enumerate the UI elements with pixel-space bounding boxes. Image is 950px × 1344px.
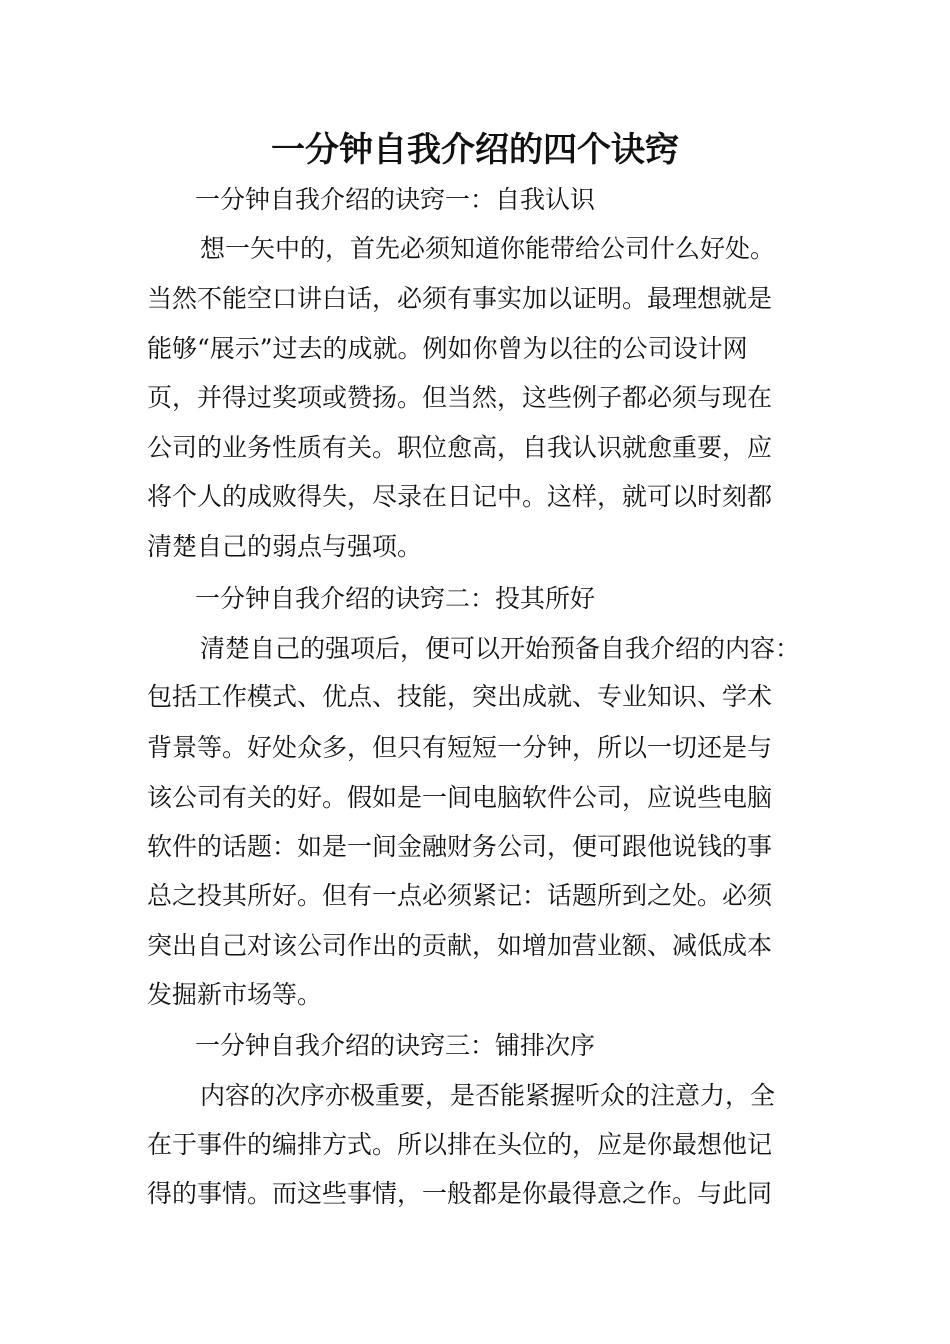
- paragraph-line: 发掘新市场等。: [147, 980, 323, 1009]
- paragraph-line: 该公司有关的好。假如是一间电脑软件公司，应说些电脑: [147, 783, 773, 812]
- paragraph-line: 背景等。好处众多，但只有短短一分钟，所以一切还是与: [147, 733, 773, 762]
- section-heading-3: 一分钟自我介绍的诀窍三：铺排次序: [195, 1031, 596, 1060]
- paragraph-line: 清楚自己的强项后，便可以开始预备自我介绍的内容：: [200, 634, 801, 663]
- paragraph-line: 将个人的成败得失，尽录在日记中。这样，就可以时刻都: [147, 482, 773, 511]
- paragraph-line: 公司的业务性质有关。职位愈高，自我认识就愈重要，应: [147, 433, 773, 462]
- paragraph-line: 页，并得过奖项或赞扬。但当然，这些例子都必须与现在: [147, 383, 773, 412]
- section-heading-1: 一分钟自我介绍的诀窍一：自我认识: [195, 185, 596, 214]
- section-heading-2: 一分钟自我介绍的诀窍二：投其所好: [195, 584, 596, 613]
- paragraph-line: 想一矢中的，首先必须知道你能带给公司什么好处。: [200, 234, 776, 263]
- document-title: 一分钟自我介绍的四个诀窍: [271, 130, 679, 170]
- paragraph-line: 突出自己对该公司作出的贡献，如增加营业额、减低成本: [147, 931, 773, 960]
- paragraph-line: 清楚自己的弱点与强项。: [147, 532, 423, 561]
- paragraph-line: 内容的次序亦极重要，是否能紧握听众的注意力，全: [200, 1081, 776, 1110]
- paragraph-line: 总之投其所好。但有一点必须紧记：话题所到之处。必须: [147, 881, 773, 910]
- paragraph-line: 得的事情。而这些事情，一般都是你最得意之作。与此同: [147, 1179, 773, 1208]
- paragraph-line: 软件的话题：如是一间金融财务公司，便可跟他说钱的事: [147, 832, 773, 861]
- paragraph-line: 在于事件的编排方式。所以排在头位的，应是你最想他记: [147, 1130, 773, 1159]
- paragraph-line: 包括工作模式、优点、技能，突出成就、专业知识、学术: [147, 682, 773, 711]
- paragraph-line: 能够“展示”过去的成就。例如你曾为以往的公司设计网: [147, 334, 748, 363]
- paragraph-line: 当然不能空口讲白话，必须有事实加以证明。最理想就是: [147, 284, 773, 313]
